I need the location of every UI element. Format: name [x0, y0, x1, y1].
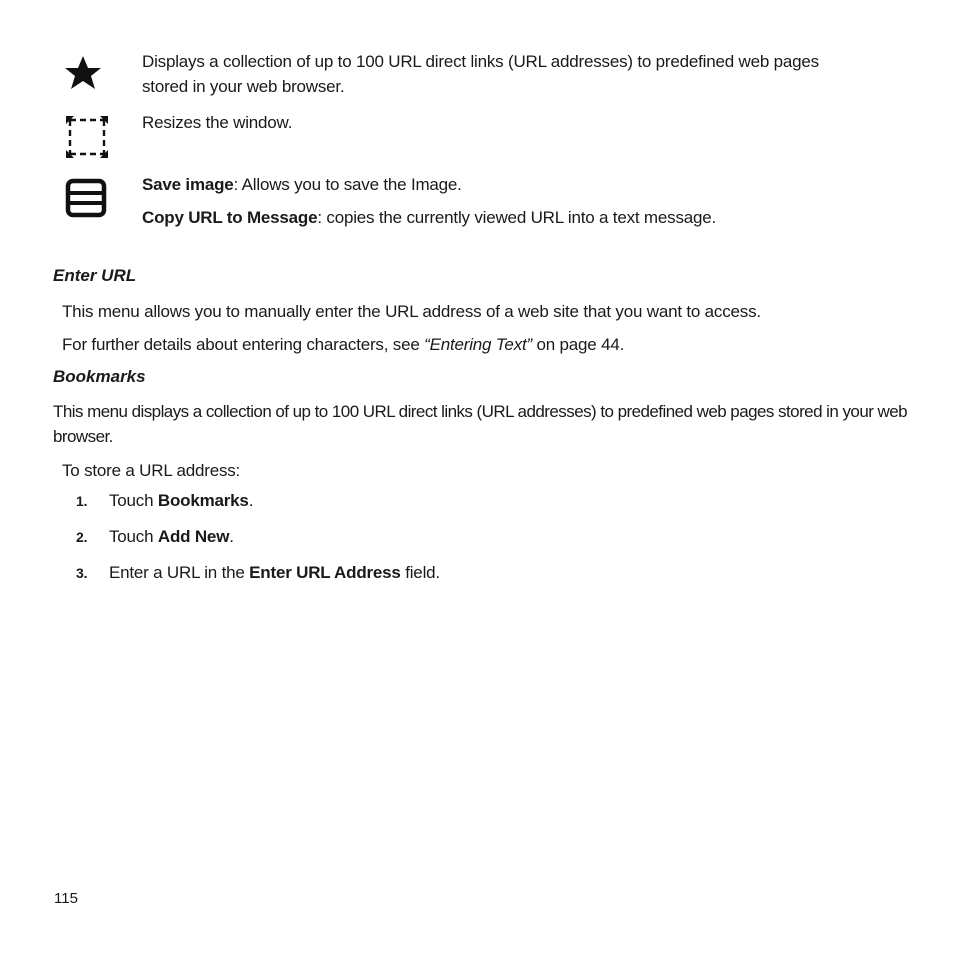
reference-suffix: on page 44.: [531, 335, 625, 354]
step-2: [76, 524, 234, 550]
step-end: field.: [400, 563, 440, 582]
page-number: 115: [54, 890, 78, 907]
step-number: 3.: [76, 565, 88, 581]
step-1: [76, 488, 253, 514]
resize-icon-description: Resizes the window.: [142, 113, 293, 132]
bookmarks-paragraph: This menu displays a collection of up to 100 URL direct links (URL addresses) to predefined web pages stored in your web browser.: [53, 402, 908, 446]
store-url-intro: To store a URL address:: [62, 461, 241, 480]
bookmarks-heading: Bookmarks: [53, 367, 146, 386]
copy-url-label: Copy URL to Message: [142, 208, 318, 227]
reference-prefix: For further details about entering characters, see: [62, 335, 425, 354]
enter-url-heading: Enter URL: [53, 266, 137, 285]
step-text: Enter a URL in the: [109, 563, 250, 582]
resize-icon: [65, 116, 109, 163]
entering-text-link[interactable]: “Entering Text”: [424, 335, 532, 354]
step-bold: Add New: [157, 527, 230, 546]
step-bold: Enter URL Address: [249, 563, 401, 582]
step-3: [76, 560, 440, 586]
step-text: Touch: [109, 527, 158, 546]
save-image-text: : Allows you to save the Image.: [233, 175, 462, 194]
step-bold: Bookmarks: [157, 491, 249, 510]
step-number: 2.: [76, 529, 88, 545]
star-icon: [64, 55, 102, 96]
copy-url-description: [142, 205, 842, 230]
copy-url-text: : copies the currently viewed URL into a text message.: [317, 208, 717, 227]
step-end: .: [248, 491, 254, 510]
save-image-description: [142, 172, 842, 197]
bookmarks-icon-description: Displays a collection of up to 100 URL direct links (URL addresses) to predefined web pages stored in your web browser.: [142, 52, 819, 96]
step-number: 1.: [76, 493, 88, 509]
menu-icon: [65, 178, 107, 223]
step-end: .: [229, 527, 234, 546]
save-image-label: Save image: [142, 175, 234, 194]
step-text: Touch: [109, 491, 158, 510]
enter-url-reference-paragraph: [62, 332, 922, 357]
enter-url-paragraph: This menu allows you to manually enter the URL address of a web site that you want to access.: [62, 302, 761, 321]
